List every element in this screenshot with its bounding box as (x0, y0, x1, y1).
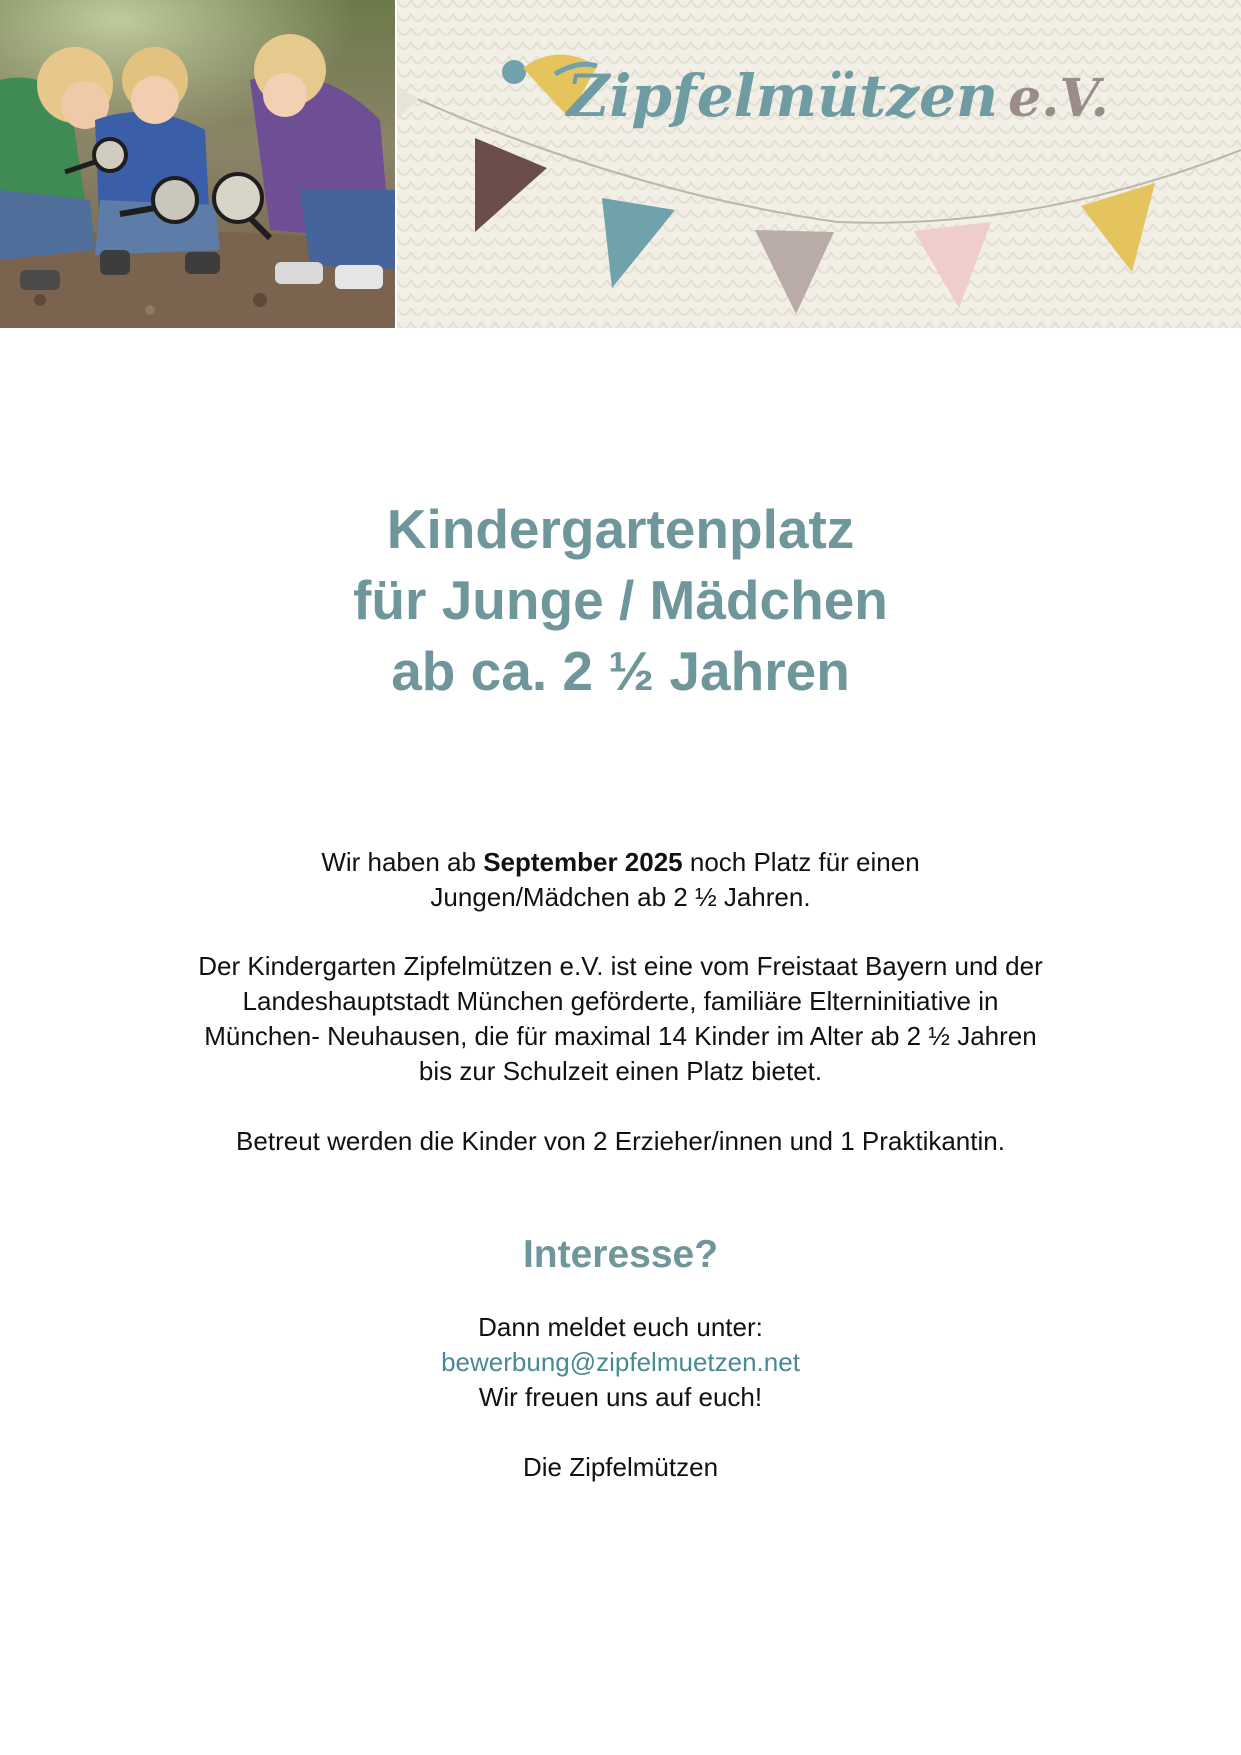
about-line-2: Landeshauptstadt München geförderte, familiäre Elterninitiative in (242, 986, 999, 1016)
signature: Die Zipfelmützen (522, 1452, 719, 1482)
title-line-1: Kindergartenplatz (386, 498, 855, 560)
about-line-4: bis zur Schulzeit einen Platz bietet. (418, 1056, 823, 1086)
email-link[interactable]: bewerbung@zipfelmuetzen.net (441, 1347, 800, 1377)
care-paragraph (0, 1124, 1241, 1159)
header (0, 0, 1241, 328)
children-photo (0, 0, 395, 328)
intro-text-before: Wir haben ab (321, 847, 484, 877)
title-line-3: ab ca. 2 ½ Jahren (391, 640, 850, 702)
brand-logo-suffix: e.V. (1008, 68, 1109, 129)
intro-text-after: noch Platz für einen (682, 847, 920, 877)
contact-paragraph (0, 1310, 1241, 1415)
brand-logo-name: Zipfelmützen (567, 62, 999, 130)
intro-paragraph (0, 845, 1241, 915)
start-date: September 2025 (483, 847, 683, 877)
about-line-3: München- Neuhausen, die für maximal 14 Kinder im Alter ab 2 ½ Jahren (204, 1021, 1037, 1051)
contact-line-3: Wir freuen uns auf euch! (478, 1382, 763, 1412)
about-line-1: Der Kindergarten Zipfelmützen e.V. ist eine vom Freistaat Bayern und der (198, 951, 1043, 981)
brand-logo (567, 62, 1109, 130)
interest-heading: Interesse? (522, 1233, 719, 1276)
contact-line-1: Dann meldet euch unter: (478, 1312, 763, 1342)
care-line: Betreut werden die Kinder von 2 Erzieher/innen und 1 Praktikantin. (236, 1126, 1005, 1156)
page-title (0, 494, 1241, 707)
intro-line-2: Jungen/Mädchen ab 2 ½ Jahren. (430, 882, 811, 912)
title-line-2: für Junge / Mädchen (353, 569, 888, 631)
about-paragraph (0, 949, 1241, 1089)
intro-line-1 (0, 845, 1241, 880)
logo-banner (397, 0, 1241, 328)
